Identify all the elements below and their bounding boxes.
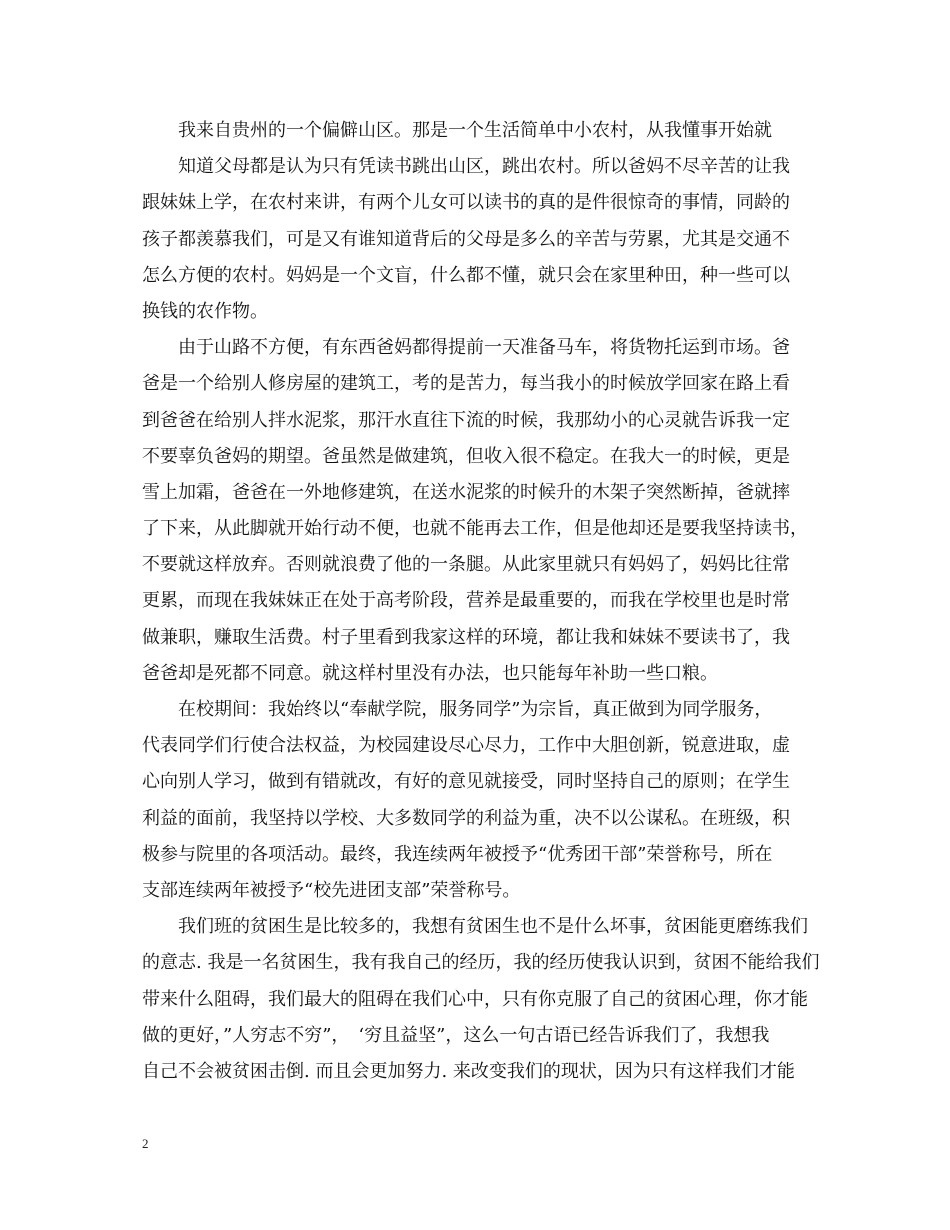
text-line: 的意志. 我是一名贫困生，我有我自己的经历，我的经历使我认识到，贫困不能给我们 xyxy=(142,952,820,974)
text-line: 代表同学们行使合法权益，为校园建设尽心尽力，工作中大胆创新，锐意进取，虚 xyxy=(142,735,790,757)
text-line: 支部连续两年被授予“校先进团支部”荣誉称号。 xyxy=(142,879,521,901)
text-line: 不要就这样放弃。否则就浪费了他的一条腿。从此家里就只有妈妈了，妈妈比往常 xyxy=(142,554,790,576)
text-line: 雪上加霜，爸爸在一外地修建筑，在送水泥浆的时候升的木架子突然断掉，爸就摔 xyxy=(142,481,790,503)
text-line: 我们班的贫困生是比较多的，我想有贫困生也不是什么坏事，贫困能更磨练我们 xyxy=(142,916,808,938)
document-body-text xyxy=(142,113,820,1090)
text-line: 我来自贵州的一个偏僻山区。那是一个生活简单中小农村，从我懂事开始就 xyxy=(142,120,772,141)
text-line: 爸是一个给别人修房屋的建筑工，考的是苦力，每当我小的时候放学回家在路上看 xyxy=(142,373,790,395)
text-line: 自己不会被贫困击倒. 而且会更加努力. 来改变我们的现状，因为只有这样我们才能 xyxy=(142,1060,795,1082)
text-line: 跟妹妹上学，在农村来讲，有两个儿女可以读书的真的是件很惊奇的事情，同龄的 xyxy=(142,192,790,214)
text-line: 到爸爸在给别人拌水泥浆，那汗水直往下流的时候，我那幼小的心灵就告诉我一定 xyxy=(142,409,790,431)
text-line: 换钱的农作物。 xyxy=(142,300,268,322)
text-line: 极参与院里的各项活动。最终，我连续两年被授予“优秀团干部”荣誉称号，所在 xyxy=(142,843,773,865)
text-line: 利益的面前，我坚持以学校、大多数同学的利益为重，决不以公谋私。在班级，积 xyxy=(142,807,790,829)
text-line: 带来什么阻碍，我们最大的阻碍在我们心中，只有你克服了自己的贫困心理，你才能 xyxy=(142,988,808,1010)
text-line: 怎么方便的农村。妈妈是一个文盲，什么都不懂，就只会在家里种田，种一些可以 xyxy=(142,264,790,286)
text-line: 在校期间：我始终以“奉献学院，服务同学”为宗旨，真正做到为同学服务， xyxy=(142,699,773,720)
text-line: 知道父母都是认为只有凭读书跳出山区，跳出农村。所以爸妈不尽辛苦的让我 xyxy=(142,156,790,178)
text-line: 做的更好，”人穷志不穷”， ‘穷且益坚”，这么一句古语已经告诉我们了，我想我 xyxy=(142,1024,770,1046)
text-line: 爸爸却是死都不同意。就这样村里没有办法，也只能每年补助一些口粮。 xyxy=(142,662,718,684)
text-line: 不要辜负爸妈的期望。爸虽然是做建筑，但收入很不稳定。在我大一的时候，更是 xyxy=(142,445,790,467)
page-number: 2 xyxy=(142,1136,149,1151)
text-line: 更累，而现在我妹妹正在处于高考阶段，营养是最重要的，而我在学校里也是时常 xyxy=(142,590,790,612)
text-line: 了下来，从此脚就开始行动不便，也就不能再去工作，但是他却还是要我坚持读书， xyxy=(142,518,808,540)
text-line: 做兼职，赚取生活费。村子里看到我家这样的环境，都让我和妹妹不要读书了，我 xyxy=(142,626,790,648)
text-line: 由于山路不方便，有东西爸妈都得提前一天准备马车，将货物托运到市场。爸 xyxy=(142,337,790,359)
text-line: 孩子都羡慕我们，可是又有谁知道背后的父母是多么的辛苦与劳累，尤其是交通不 xyxy=(142,228,790,250)
text-line: 心向别人学习，做到有错就改，有好的意见就接受，同时坚持自己的原则；在学生 xyxy=(142,771,790,793)
